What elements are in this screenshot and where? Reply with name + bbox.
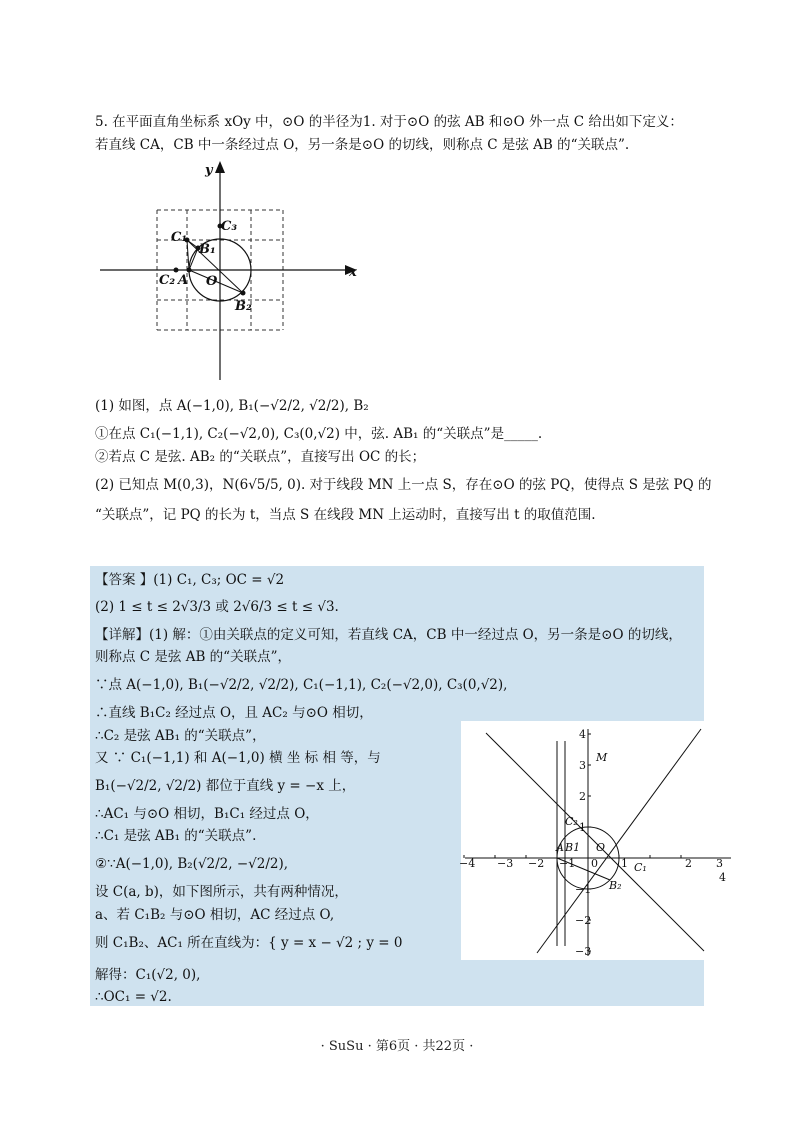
point-c2-label: C₂ [159, 273, 176, 288]
y-tick-neg3: −3 [575, 945, 592, 958]
part2-line1: (2) 已知点 M(0,3)，N(6√5/5, 0). 对于线段 MN 上一点 S，存在⊙O 的弦 PQ，使得点 S 是弦 PQ 的 [95, 477, 712, 493]
detail-line8: ∴AC₁ 与⊙O 相切，B₁C₁ 经过点 O， [95, 806, 319, 822]
question-intro-line2: 若直线 CA，CB 中一条经过点 O，另一条是⊙O 的切线，则称点 C 是弦 AB 的“关联点”. [95, 137, 630, 153]
x-tick-neg1: −1 [559, 857, 576, 870]
figure-2-coordinate-diagram [459, 721, 726, 960]
detail-line13: 则 C₁B₂、AC₁ 所在直线为：{ y = x − √2 ; y = 0 [95, 935, 403, 951]
part1-item2: ②若点 C 是弦. AB₂ 的“关联点”，直接写出 OC 的长； [95, 449, 426, 465]
detail-line7: B₁(−√2/2, √2/2) 都位于直线 y = −x 上， [95, 778, 356, 794]
detail-line4: ∴直线 B₁C₂ 经过点 O，且 AC₂ 与⊙O 相切， [95, 705, 373, 721]
detail-line2: 则称点 C 是弦 AB 的“关联点”， [95, 649, 291, 665]
part1-text: (1) 如图，点 A(−1,0), B₁(−√2/2, √2/2), B₂ [95, 398, 369, 414]
point-m-label: M [596, 751, 608, 764]
page-footer: · SuSu · 第6页 · 共22页 · [320, 1039, 474, 1054]
part2-line2: “关联点”，记 PQ 的长为 t，当点 S 在线段 MN 上运动时，直接写出 t 的取值范围. [95, 507, 596, 523]
detail-line3: ∵点 A(−1,0), B₁(−√2/2, √2/2), C₁(−1,1), C₂(−√2,0), C₃(0,√2), [95, 677, 508, 693]
detail-line10: ②∵A(−1,0), B₂(√2/2, −√2/2), [95, 856, 289, 872]
detail-line15: ∴OC₁ = √2. [95, 989, 172, 1005]
origin-o-label: O [206, 274, 218, 289]
answer-line2: (2) 1 ≤ t ≤ 2√3/3 或 2√6/3 ≤ t ≤ √3. [95, 599, 339, 615]
figure-2-panel [459, 721, 726, 960]
x-tick-4: 4 [719, 871, 726, 884]
point-c1-label-fig2: C₁ [634, 861, 647, 874]
x-tick-neg3: −3 [497, 857, 514, 870]
x-tick-0: 0 [591, 857, 598, 870]
answer-line1: 【答案 】(1) C₁, C₃; OC = √2 [95, 572, 285, 588]
part1-item1: ①在点 C₁(−1,1), C₂(−√2,0), C₃(0,√2) 中，弦. AB₁ 的“关联点”是_____. [95, 426, 543, 442]
y-tick-4: 4 [579, 728, 586, 741]
x-tick-1: 1 [621, 857, 628, 870]
detail-line6: 又 ∵ C₁(−1,1) 和 A(−1,0) 横 坐 标 相 等，与 [95, 750, 381, 766]
y-tick-3: 3 [579, 759, 586, 772]
detail-line1: 【详解】(1) 解：①由关联点的定义可知，若直线 CA，CB 中一经过点 O，另一条是⊙O 的切线， [95, 627, 682, 643]
point-b2-label: B₂ [235, 299, 252, 314]
point-a-label: A [178, 273, 189, 288]
figure-1-coordinate-diagram [95, 158, 365, 380]
detail-line11: 设 C(a, b)，如下图所示，共有两种情况， [95, 884, 348, 900]
detail-line5: ∴C₂ 是弦 AB₁ 的“关联点”， [95, 728, 266, 744]
y-tick-neg1: −1 [575, 883, 592, 896]
detail-line12: a、若 C₁B₂ 与⊙O 相切，AC 经过点 O, [95, 907, 335, 923]
y-tick-1: 1 [579, 821, 586, 834]
x-tick-3: 3 [716, 857, 723, 870]
origin-o-label-fig2: O [596, 841, 606, 854]
y-axis-label: y [205, 163, 213, 178]
x-axis-label: x [349, 265, 357, 280]
x-tick-2: 2 [685, 857, 692, 870]
detail-line14: 解得：C₁(√2, 0), [95, 967, 201, 983]
point-c3-label: C₃ [221, 219, 238, 234]
y-tick-neg2: −2 [575, 914, 592, 927]
point-b2-label-fig2: B₂ [609, 879, 622, 892]
point-a-label-fig2: A [556, 841, 564, 854]
point-b1-label-fig2: B1 [565, 841, 581, 854]
point-c2-label-fig2: C₂ [565, 815, 578, 828]
y-tick-2: 2 [579, 790, 586, 803]
point-b1-label: B₁ [199, 242, 216, 257]
question-intro-line1: 5. 在平面直角坐标系 xOy 中，⊙O 的半径为1. 对于⊙O 的弦 AB 和⊙O 外一点 C 给出如下定义： [95, 114, 683, 130]
x-tick-neg2: −2 [528, 857, 545, 870]
x-tick-neg4: −4 [459, 857, 476, 870]
detail-line9: ∴C₁ 是弦 AB₁ 的“关联点”. [95, 828, 257, 844]
point-c1-label: C₁ [171, 230, 188, 245]
